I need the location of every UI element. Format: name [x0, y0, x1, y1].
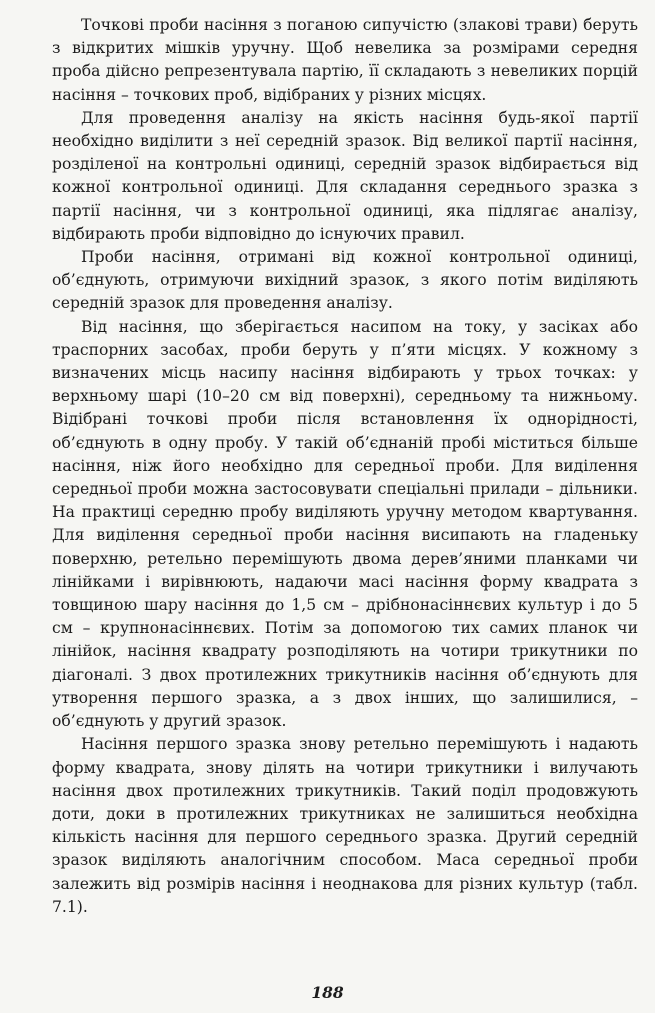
- body-text: [52, 14, 638, 919]
- paragraph-spot-samples: Точкові проби насіння з поганою сипучістю (злакові трави) беруть з відкритих мішків уручну. Щоб невелика за розмірами середня проба дійсно репрезентувала партію, її складають з невеликих порцій насіння – точкових проб, відібраних у різних місцях.: [52, 16, 638, 104]
- paragraph-quartering-method: Від насіння, що зберігається насипом на току, у засіках або траспорних засобах, проби беруть у п’яти місцях. У кожному з визначених місць насипу насіння відбирають у трьох точках: у верхньому шарі (10–20 см від поверхні), середньому та нижньому. Відібрані точкові проби після встановлення їх однорідності, об’єднують в одну пробу. У такій об’єднаній пробі міститься більше насіння, ніж його необхідно для середньої проби. Для виділення середньої проби можна застосовувати спеціальні прилади – дільники. На практиці середню пробу виділяють уручну методом квартування. Для виділення середньої проби насіння висипають на гладеньку поверхню, ретельно перемішують двома дерев’яними планками чи лінійками і вирівнюють, надаючи масі насіння форму квадрата з товщиною шару насіння до 1,5 см – дрібнонасіннєвих культур і до 5 см – крупнонасіннєвих. Потім за допомогою тих самих планок чи лінійок, насіння квадрату розподіляють на чотири трикутники по діагоналі. З двох протилежних трикутників насіння об’єднують для утворення першого зразка, а з двох інших, що залишилися, – об’єднують у другий зразок.: [52, 317, 638, 731]
- paragraph-second-division: Насіння першого зразка знову ретельно перемішують і надають форму квадрата, знову ділять на чотири трикутники і вилучають насіння двох протилежних трикутників. Такий поділ продовжують доти, доки в протилежних трикутниках не залишиться необхідна кількість насіння для першого середнього зразка. Другий середній зразок виділяють аналогічним способом. Маса середньої проби залежить від розмірів насіння і неоднакова для різних культур (табл. 7.1).: [52, 735, 638, 916]
- paragraph-average-sample: Для проведення аналізу на якість насіння будь-якої партії необхідно виділити з неї середній зразок. Від великої партії насіння, розділеної на контрольні одиниці, середній зразок відбирається від кожної контрольної одиниці. Для складання середнього зразка з партії насіння, чи з контрольної одиниці, яка підлягає аналізу, відбирають проби відповідно до існуючих правил.: [52, 108, 638, 243]
- page-number: 188: [311, 983, 344, 1002]
- paragraph-combined-samples: Проби насіння, отримані від кожної контрольної одиниці, об’єднують, отримуючи вихідний зразок, з якого потім виділяють середній зразок для проведення аналізу.: [52, 248, 638, 313]
